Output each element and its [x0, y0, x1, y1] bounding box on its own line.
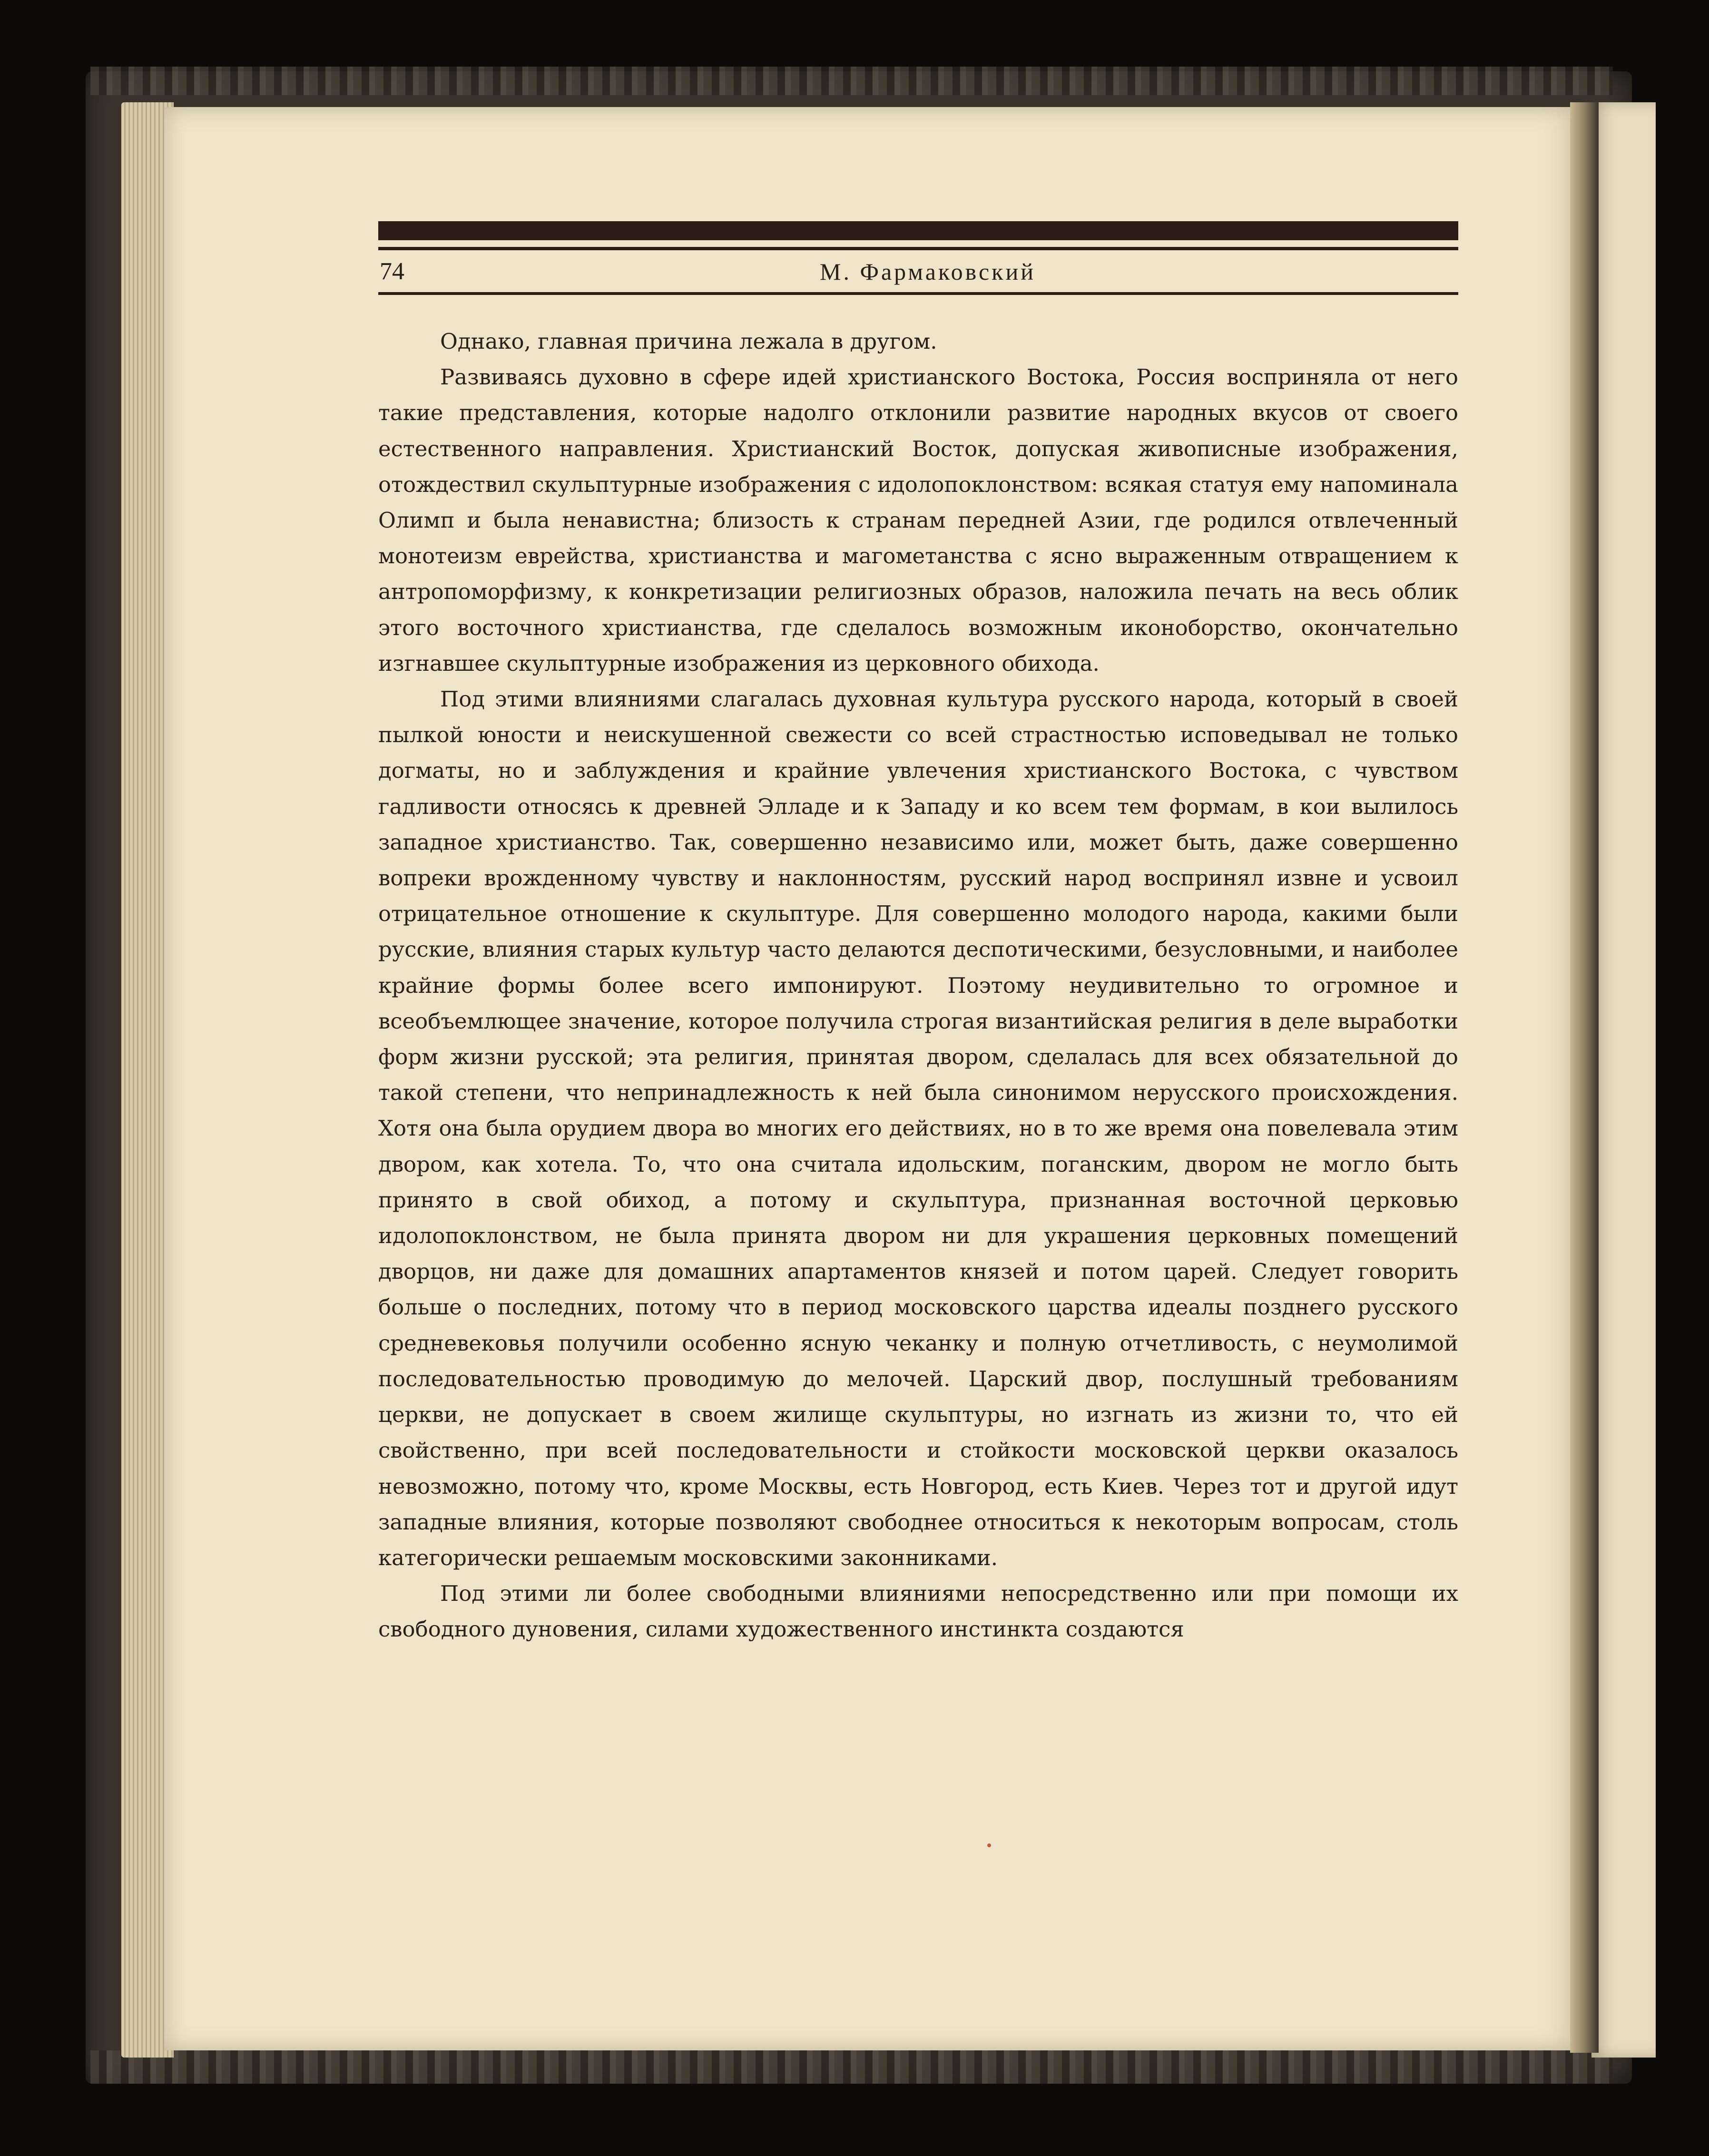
book-gutter	[1570, 102, 1599, 2053]
header-underline-rule	[378, 292, 1458, 295]
cover-edge-bottom	[90, 2050, 1613, 2084]
paragraph-4: Под этими ли более свободными влияниями непосредственно или при помощи их свободного дуновения, силами художественного инстинкта создаются	[378, 1581, 1458, 1642]
header-thin-rule	[378, 247, 1458, 250]
paragraph-2: Развиваясь духовно в сфере идей христианского Востока, Россия восприняла от него такие представления, которые надолго отклонили развитие народных вкусов от своего естественного направления. Христианский Восток, допуская живописные изображения, отождествил скульптурные изображения с идолопоклонством: всякая статуя ему напоминала Олимп и была ненавистна; близость к странам передней Азии, где родился отвлеченный монотеизм еврейства, христианства и магометанства с ясно выраженным отвращением к антропоморфизму, к конкретизации религиозных образов, наложила печать на весь облик этого восточного христианства, где сделалось возможным иконоборство, окончательно изгнавшее скульптурные изображения из церковного обихода.	[378, 364, 1458, 676]
header-thick-rule	[378, 221, 1458, 240]
running-head: М. Фармаковский	[820, 258, 1036, 285]
paper-speck	[987, 1843, 991, 1847]
cover-edge-top	[90, 67, 1613, 95]
paragraph-3: Под этими влияниями слагалась духовная культура русского народа, который в своей пылкой юности и неискушенной свежести со всей страстностью исповедывал не только догматы, но и заблуждения и крайние увлечения христианского Востока, с чувством гадливости относясь к древней Элладе и к Западу и ко всем тем формам, в кои вылилось западное христианство. Так, совершенно независимо или, может быть, даже совершенно вопреки врожденному чувству и наклонностям, русский народ воспринял извне и усвоил отрицательное отношение к скульптуре. Для совершенно молодого народа, какими были русские, влияния старых культур часто делаются деспотическими, безусловными, и наиболее крайние формы более всего импонируют. Поэтому неудивительно то огромное и всеобъемлющее значение, которое получила строгая византийская религия в деле выработки форм жизни русской; эта религия, принятая двором, сделалась для всех обязательной до такой степени, что непринадлежность к ней была синонимом нерусского происхождения. Хотя она была орудием двора во многих его действиях, но в то же время она повелевала этим двором, как хотела. То, что она считала идольским, поганским, двором не могло быть принято в свой обиход, а потому и скульптура, признанная восточной церковью идолопоклонством, не была принята двором ни для украшения церковных помещений дворцов, ни даже для домашних апартаментов князей и потом царей. Следует говорить больше о последних, потому что в период московского царства идеалы позднего русского средневековья получили особенно ясную чеканку и полную отчетливость, с неумолимой последовательностью проводимую до мелочей. Царский двор, послушный требованиям церкви, не допускает в своем жилище скульптуры, но изгнать из жизни то, что ей свойственно, при всей последовательности и стойкости московской церкви оказалось невозможно, потому что, кроме Москвы, есть Новгород, есть Киев. Через тот и другой идут западные влияния, которые позволяют свободнее относиться к некоторым вопросам, столь категорически решаемым московскими законниками.	[378, 686, 1458, 1570]
paragraph-1: Однако, главная причина лежала в другом.	[440, 329, 937, 354]
facing-page-edge	[1591, 102, 1656, 2058]
body-text	[378, 323, 1458, 1647]
page-number: 74	[380, 258, 404, 285]
